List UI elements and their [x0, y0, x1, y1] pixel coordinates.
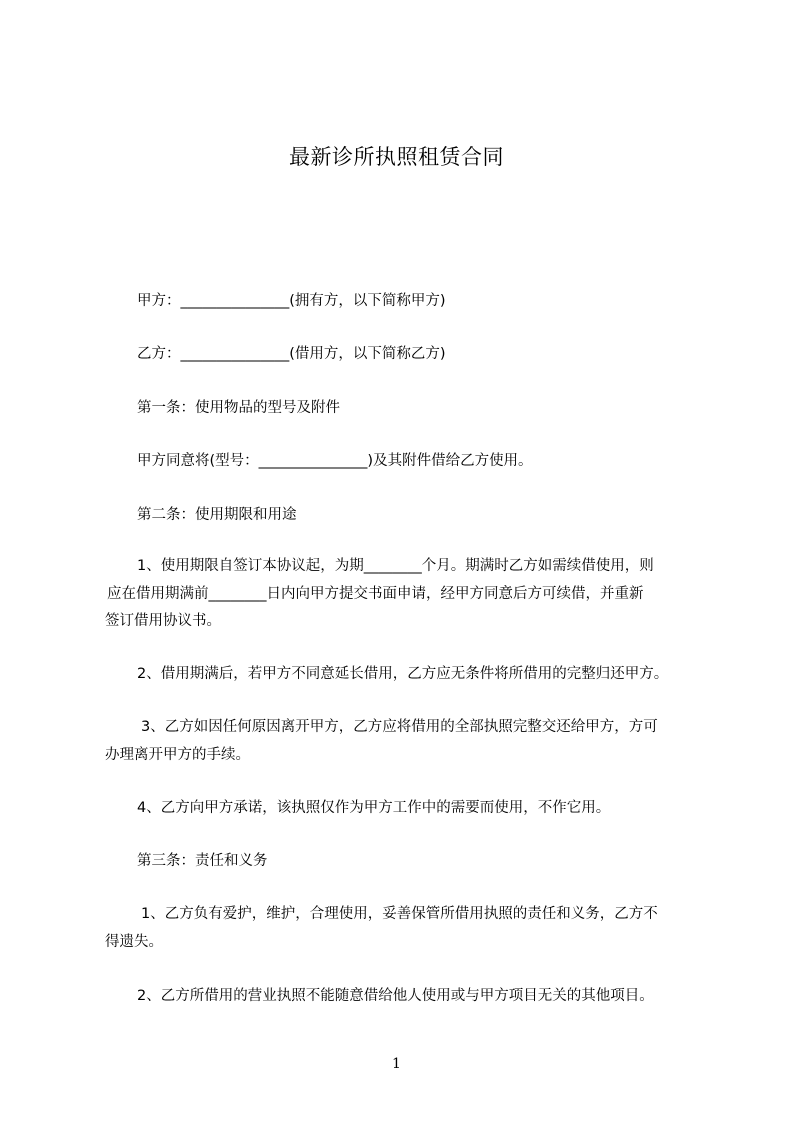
- article-3-item-2: 2、乙方所借用的营业执照不能随意借给他人使用或与甲方项目无关的其他项目。: [137, 988, 654, 1004]
- article-2-item-1-line-3: 签订借用协议书。: [105, 613, 221, 629]
- article-2-item-3-line-1: 3、乙方如因任何原因离开甲方，乙方应将借用的全部执照完整交还给甲方，方可: [141, 719, 658, 735]
- party-b-line: 乙方：_______________(借用方，以下简称乙方): [137, 346, 446, 362]
- party-a-line: 甲方：_______________(拥有方，以下简称甲方): [137, 293, 446, 309]
- article-2-item-1-line-1: 1、使用期限自签订本协议起，为期________个月。期满时乙方如需续借使用，则: [137, 558, 654, 574]
- article-2-item-3-line-2: 办理离开甲方的手续。: [105, 747, 250, 763]
- page-number: 1: [392, 1056, 401, 1072]
- article-2-item-2: 2、借用期满后，若甲方不同意延长借用，乙方应无条件将所借用的完整归还甲方。: [137, 666, 669, 682]
- article-2-heading: 第二条：使用期限和用途: [137, 507, 297, 523]
- article-2-item-1-line-2: 应在借用期满前________日内向甲方提交书面申请，经甲方同意后方可续借，并重新: [107, 586, 644, 602]
- article-3-item-1-line-1: 1、乙方负有爱护，维护，合理使用，妥善保管所借用执照的责任和义务，乙方不: [141, 906, 658, 922]
- article-3-heading: 第三条：责任和义务: [137, 853, 268, 869]
- article-1-text: 甲方同意将(型号：_______________)及其附件借给乙方使用。: [137, 453, 533, 469]
- document-title: 最新诊所执照租赁合同: [289, 145, 504, 169]
- article-2-item-4: 4、乙方向甲方承诺，该执照仅作为甲方工作中的需要而使用，不作它用。: [137, 800, 611, 816]
- article-1-heading: 第一条：使用物品的型号及附件: [137, 400, 340, 416]
- article-3-item-1-line-2: 得遗失。: [105, 934, 163, 950]
